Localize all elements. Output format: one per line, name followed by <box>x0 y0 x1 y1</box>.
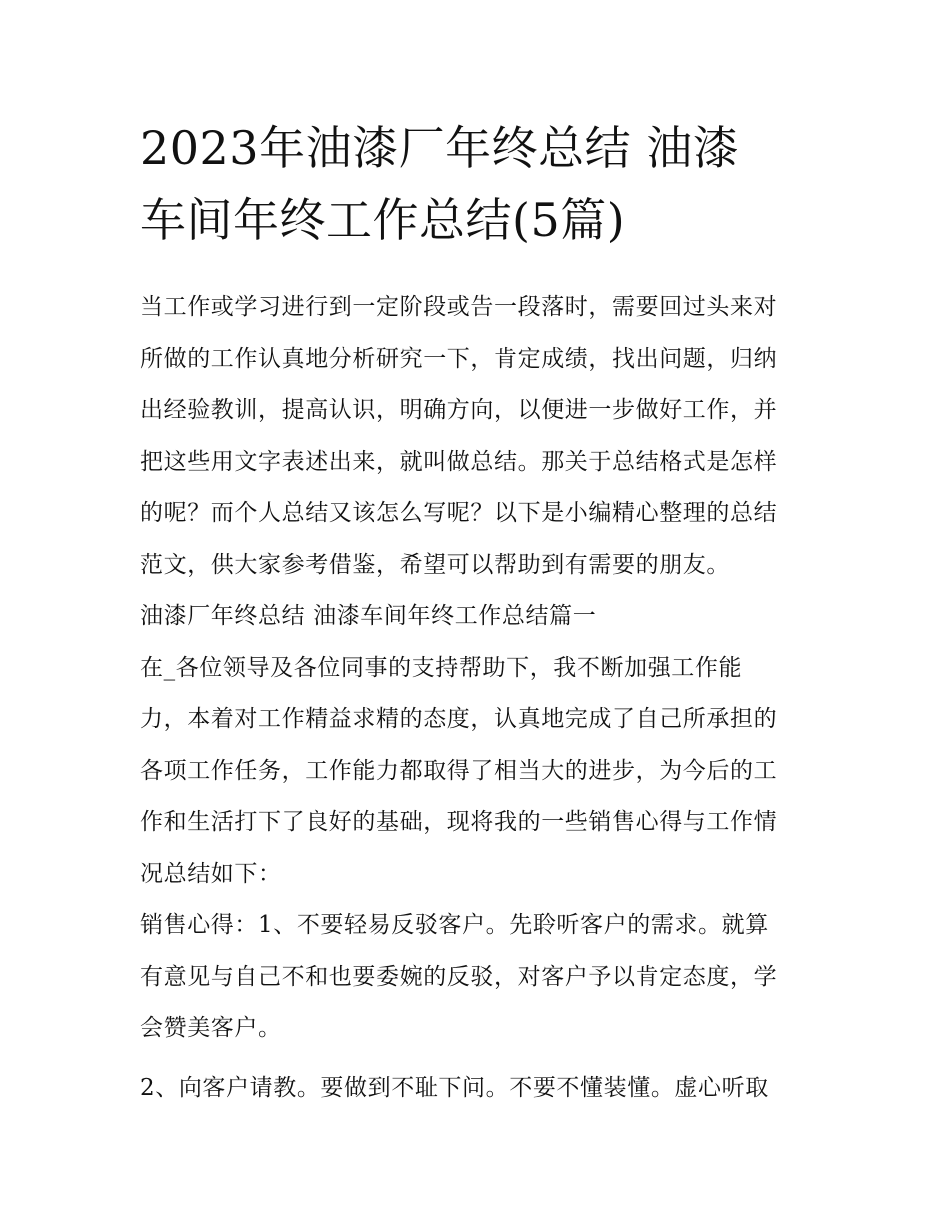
title-line: 2023年油漆厂年终总结 油漆 <box>140 121 740 175</box>
document-title <box>140 112 820 256</box>
document-page <box>140 112 820 1114</box>
text-line: 在_各位领导及各位同事的支持帮助下，我不断加强工作能 <box>140 654 743 681</box>
text-line: 作和生活打下了良好的基础，现将我的一些销售心得与工作情 <box>140 809 778 835</box>
text-line: 当工作或学习进行到一定阶段或告一段落时，需要回过头来对 <box>140 294 778 320</box>
sales-tips-paragraph <box>140 900 820 1055</box>
text-line: 销售心得：1、不要轻易反驳客户。先聆听客户的需求。就算 <box>140 912 769 938</box>
title-line: 车间年终工作总结(5篇) <box>140 193 626 247</box>
text-line: 范文，供大家参考借鉴，希望可以帮助到有需要的朋友。 <box>140 551 730 578</box>
text-line: 有意见与自己不和也要委婉的反驳，对客户予以肯定态度，学 <box>140 963 778 990</box>
text-line: 把这些用文字表述出来，就叫做总结。那关于总结格式是怎样 <box>140 448 778 475</box>
text-line: 各项工作任务，工作能力都取得了相当大的进步，为今后的工 <box>140 757 778 784</box>
text-line: 的呢？而个人总结又该怎么写呢？以下是小编精心整理的总结 <box>140 500 778 526</box>
text-line: 会赞美客户。 <box>140 1015 282 1041</box>
text-line: 力，本着对工作精益求精的态度，认真地完成了自己所承担的 <box>140 706 778 732</box>
sales-tips-paragraph <box>140 1063 820 1115</box>
section-paragraph <box>140 643 820 901</box>
text-line: 出经验教训，提高认识，明确方向，以便进一步做好工作，并 <box>140 397 778 423</box>
text-line: 况总结如下： <box>140 860 282 887</box>
document-body <box>140 282 820 1114</box>
text-line: 2、向客户请教。要做到不耻下问。不要不懂装懂。虚心听取 <box>140 1074 769 1101</box>
paragraph-gap <box>140 1055 820 1063</box>
intro-paragraph <box>140 282 820 591</box>
section-heading <box>140 591 820 643</box>
text-line: 油漆厂年终总结 油漆车间年终工作总结篇一 <box>140 603 597 629</box>
text-line: 所做的工作认真地分析研究一下，肯定成绩，找出问题，归纳 <box>140 345 778 372</box>
